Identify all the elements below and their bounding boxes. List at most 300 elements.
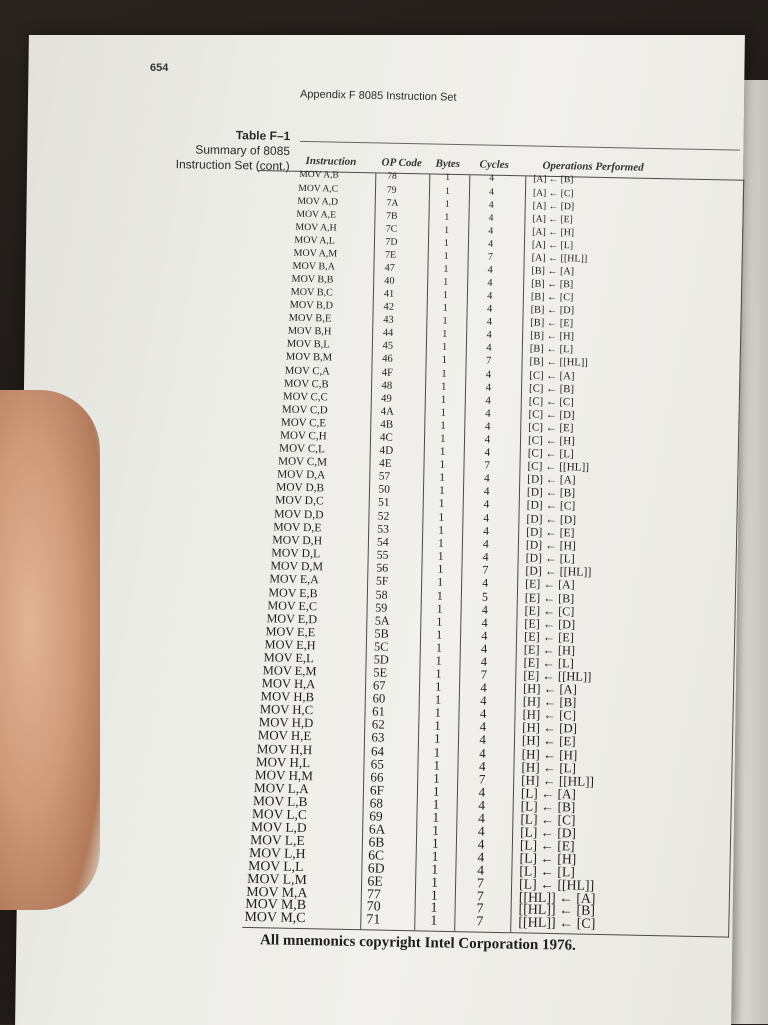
instruction-cell: MOV E,C bbox=[267, 598, 318, 614]
cycles-cell: 4 bbox=[488, 186, 494, 198]
operation-cell: [C] ← [H] bbox=[527, 434, 575, 448]
operation-cell: [L] ← [A] bbox=[520, 785, 577, 802]
cycles-cell: 4 bbox=[488, 238, 494, 250]
operation-cell: [L] ← [L] bbox=[519, 863, 576, 880]
bytes-cell: 1 bbox=[433, 731, 441, 746]
operation-cell: [B] ← [D] bbox=[530, 304, 575, 317]
operation-cell: [[HL]] ← [C] bbox=[518, 915, 596, 933]
opcode-cell: 41 bbox=[383, 288, 395, 300]
bytes-cell: 1 bbox=[430, 887, 438, 904]
opcode-cell: 7C bbox=[385, 223, 398, 235]
instruction-cell: MOV D,M bbox=[270, 558, 324, 574]
bytes-cell: 1 bbox=[432, 822, 440, 839]
bytes-cell: 1 bbox=[431, 835, 439, 852]
bytes-cell: 1 bbox=[433, 770, 440, 786]
instruction-cell: MOV E,L bbox=[263, 650, 314, 666]
opcode-cell: 6F bbox=[369, 782, 385, 798]
bytes-cell: 1 bbox=[438, 497, 445, 510]
operation-cell: [H] ← [D] bbox=[522, 720, 578, 736]
operation-cell: [L] ← [C] bbox=[520, 811, 576, 828]
bytes-cell: 1 bbox=[434, 705, 442, 720]
instruction-cell: MOV B,A bbox=[292, 260, 336, 273]
operation-cell: [H] ← [A] bbox=[522, 681, 578, 697]
opcode-cell: 57 bbox=[378, 470, 391, 483]
bytes-cell: 1 bbox=[437, 574, 444, 589]
bytes-cell: 1 bbox=[431, 861, 439, 878]
instruction-cell: MOV M,B bbox=[245, 897, 307, 914]
bytes-cell: 1 bbox=[438, 484, 445, 497]
cycles-cell: 4 bbox=[479, 706, 487, 721]
bytes-cell: 1 bbox=[431, 848, 439, 865]
bytes-cell: 1 bbox=[441, 341, 448, 353]
bytes-cell: 1 bbox=[442, 315, 448, 327]
cycles-cell: 4 bbox=[485, 368, 492, 381]
opcode-cell: 42 bbox=[383, 301, 395, 313]
operation-cell: [C] ← [L] bbox=[527, 447, 574, 461]
opcode-cell: 7A bbox=[386, 197, 399, 209]
cycles-cell: 7 bbox=[485, 355, 492, 367]
instruction-cell: MOV B,M bbox=[285, 351, 333, 364]
cycles-cell: 4 bbox=[479, 719, 487, 734]
bytes-cell: 1 bbox=[441, 354, 448, 366]
cycles-cell: 4 bbox=[477, 823, 485, 839]
instruction-cell: MOV B,C bbox=[290, 286, 334, 299]
operation-cell: [L] ← [D] bbox=[520, 824, 577, 841]
running-head: Appendix F 8085 Instruction Set bbox=[299, 88, 457, 104]
operation-cell: [L] ← [[HL]] bbox=[518, 876, 595, 894]
cycles-cell: 4 bbox=[483, 524, 490, 538]
operation-cell: [C] ← [A] bbox=[529, 369, 575, 383]
opcode-cell: 4C bbox=[379, 431, 394, 444]
bytes-cell: 1 bbox=[444, 224, 450, 236]
instruction-cell: MOV E,M bbox=[262, 663, 317, 679]
instruction-cell: MOV E,D bbox=[266, 611, 318, 627]
opcode-cell: 4A bbox=[380, 405, 395, 418]
bytes-cell: 1 bbox=[434, 718, 441, 733]
cycles-cell: 4 bbox=[486, 303, 493, 315]
bytes-cell: 1 bbox=[443, 250, 449, 262]
opcode-cell: 6A bbox=[368, 821, 386, 837]
opcode-cell: 69 bbox=[369, 808, 383, 824]
operation-cell: [D] ← [[HL]] bbox=[525, 563, 592, 579]
cycles-cell: 4 bbox=[482, 575, 489, 590]
bytes-cell: 1 bbox=[436, 588, 444, 603]
bytes-cell: 1 bbox=[440, 380, 447, 393]
instruction-cell: MOV D,A bbox=[277, 468, 326, 482]
opcode-cell: 43 bbox=[383, 314, 394, 326]
instruction-cell: MOV C,L bbox=[278, 442, 325, 456]
operation-cell: [E] ← [H] bbox=[523, 642, 576, 658]
opcode-cell: 58 bbox=[375, 587, 388, 602]
opcode-cell: 67 bbox=[372, 678, 386, 693]
instruction-cell: MOV B,D bbox=[289, 299, 334, 312]
opcode-cell: 5B bbox=[374, 626, 389, 641]
instruction-cell: MOV H,D bbox=[258, 715, 314, 731]
cycles-cell: 7 bbox=[484, 459, 490, 472]
table-caption-title: Table F–1 bbox=[235, 128, 291, 144]
instruction-cell: MOV H,A bbox=[261, 676, 316, 692]
instruction-cell: MOV A,D bbox=[297, 195, 339, 208]
bytes-cell: 1 bbox=[434, 692, 442, 707]
opcode-cell: 53 bbox=[377, 522, 390, 536]
cycles-cell: 4 bbox=[486, 342, 492, 354]
cycles-cell: 4 bbox=[485, 381, 492, 394]
cycles-cell: 4 bbox=[488, 212, 494, 224]
opcode-cell: 68 bbox=[369, 795, 384, 811]
bytes-cell: 1 bbox=[433, 757, 441, 773]
opcode-cell: 70 bbox=[366, 899, 381, 915]
column-divider bbox=[454, 175, 470, 931]
instruction-cell: MOV C,E bbox=[280, 416, 327, 430]
header-opcode: OP Code bbox=[381, 156, 422, 170]
operation-cell: [B] ← [H] bbox=[530, 330, 575, 343]
opcode-cell: 60 bbox=[372, 691, 386, 706]
instruction-cell: MOV H,B bbox=[260, 689, 315, 705]
operation-cell: [E] ← [E] bbox=[523, 629, 575, 645]
operation-cell: [E] ← [B] bbox=[524, 590, 575, 606]
cycles-cell: 4 bbox=[479, 732, 487, 747]
instruction-cell: MOV A,E bbox=[296, 208, 337, 221]
bytes-cell: 1 bbox=[442, 302, 448, 314]
opcode-cell: 5D bbox=[373, 652, 389, 667]
cycles-cell: 7 bbox=[478, 771, 486, 787]
opcode-cell: 50 bbox=[378, 483, 390, 496]
opcode-cell: 4F bbox=[381, 366, 394, 379]
operation-cell: [C] ← [B] bbox=[528, 382, 575, 396]
opcode-cell: 54 bbox=[376, 535, 389, 549]
cycles-cell: 7 bbox=[476, 901, 484, 917]
cycles-cell: 4 bbox=[481, 628, 488, 643]
operation-cell: [[HL]] ← [B] bbox=[518, 902, 596, 920]
cycles-cell: 4 bbox=[481, 615, 488, 630]
operation-cell: [E] ← [A] bbox=[525, 576, 575, 592]
bytes-cell: 1 bbox=[437, 536, 444, 550]
operation-cell: [C] ← [D] bbox=[528, 408, 575, 422]
instruction-cell: MOV D,H bbox=[272, 533, 323, 548]
bytes-cell: 1 bbox=[440, 406, 447, 419]
cycles-cell: 4 bbox=[488, 225, 494, 237]
opcode-cell: 59 bbox=[375, 600, 388, 615]
opcode-cell: 65 bbox=[370, 756, 384, 772]
bytes-cell: 1 bbox=[430, 900, 438, 917]
operation-cell: [H] ← [[HL]] bbox=[521, 772, 595, 790]
bytes-cell: 1 bbox=[430, 874, 439, 891]
bytes-cell: 1 bbox=[441, 367, 447, 380]
opcode-cell: 77 bbox=[366, 886, 382, 902]
instruction-cell: MOV A,B bbox=[299, 169, 339, 181]
cycles-cell: 4 bbox=[484, 420, 491, 433]
opcode-cell: 4E bbox=[379, 457, 392, 470]
opcode-cell: 62 bbox=[371, 717, 385, 732]
cycles-cell: 4 bbox=[478, 784, 486, 800]
operation-cell: [D] ← [D] bbox=[526, 512, 577, 527]
cycles-cell: 4 bbox=[480, 654, 488, 669]
operation-cell: [D] ← [A] bbox=[527, 473, 576, 487]
instruction-cell: MOV B,L bbox=[286, 338, 330, 351]
bytes-cell: 1 bbox=[440, 419, 446, 432]
cycles-cell: 4 bbox=[486, 316, 493, 328]
operation-cell: [H] ← [B] bbox=[522, 694, 577, 710]
cycles-cell: 4 bbox=[482, 537, 489, 551]
bytes-cell: 1 bbox=[432, 796, 440, 812]
operation-cell: [D] ← [E] bbox=[526, 525, 575, 540]
operation-cell: [D] ← [B] bbox=[526, 486, 576, 500]
bytes-cell: 1 bbox=[435, 640, 443, 655]
opcode-cell: 61 bbox=[372, 704, 386, 719]
operation-cell: [E] ← [C] bbox=[524, 603, 575, 619]
instruction-cell: MOV C,H bbox=[279, 429, 327, 443]
instruction-cell: MOV A,C bbox=[298, 182, 339, 195]
opcode-cell: 47 bbox=[384, 262, 395, 274]
bytes-cell: 1 bbox=[437, 561, 444, 576]
bytes-cell: 1 bbox=[432, 783, 440, 799]
column-divider bbox=[414, 174, 430, 930]
instruction-cell: MOV L,M bbox=[247, 871, 307, 888]
bytes-cell: 1 bbox=[442, 328, 448, 340]
opcode-cell: 56 bbox=[376, 560, 389, 575]
bytes-cell: 1 bbox=[435, 666, 442, 681]
cycles-cell: 4 bbox=[484, 446, 491, 459]
cycles-cell: 4 bbox=[481, 602, 488, 617]
opcode-cell: 6D bbox=[367, 860, 385, 876]
instruction-cell: MOV E,H bbox=[264, 637, 316, 653]
operation-cell: [A] ← [D] bbox=[532, 200, 575, 213]
opcode-cell: 78 bbox=[387, 171, 397, 182]
bytes-cell: 1 bbox=[438, 510, 445, 524]
bytes-cell: 1 bbox=[439, 445, 446, 458]
opcode-cell: 5C bbox=[373, 639, 389, 654]
operation-cell: [C] ← [E] bbox=[528, 421, 574, 435]
instruction-cell: MOV D,B bbox=[276, 481, 325, 495]
cycles-cell: 4 bbox=[483, 472, 490, 485]
opcode-cell: 66 bbox=[370, 769, 384, 785]
operation-cell: [D] ← [C] bbox=[526, 499, 576, 513]
bytes-cell: 1 bbox=[435, 627, 443, 642]
operation-cell: [H] ← [H] bbox=[521, 746, 578, 763]
header-operation: Operations Performed bbox=[542, 159, 644, 174]
opcode-cell: 52 bbox=[377, 509, 390, 523]
cycles-cell: 7 bbox=[480, 667, 488, 682]
instruction-cell: MOV L,C bbox=[251, 806, 308, 823]
opcode-cell: 6E bbox=[367, 873, 383, 889]
bytes-cell: 1 bbox=[432, 809, 440, 825]
instruction-cell: MOV H,C bbox=[259, 702, 314, 718]
operation-cell: [B] ← [B] bbox=[531, 278, 574, 291]
instruction-cell: MOV H,L bbox=[255, 754, 311, 771]
bytes-cell: 1 bbox=[433, 744, 441, 760]
instruction-cell: MOV L,H bbox=[249, 845, 306, 862]
opcode-cell: 5E bbox=[373, 665, 388, 680]
operation-cell: [L] ← [E] bbox=[519, 837, 575, 854]
cycles-cell: 4 bbox=[486, 329, 492, 341]
instruction-cell: MOV E,E bbox=[265, 624, 316, 640]
operation-cell: [D] ← [H] bbox=[525, 538, 577, 553]
instruction-cell: MOV D,C bbox=[275, 494, 324, 508]
cycles-cell: 7 bbox=[487, 251, 494, 263]
copyright-footer: All mnemonics copyright Intel Corporation 1976. bbox=[259, 932, 576, 954]
operation-cell: [E] ← [[HL]] bbox=[523, 668, 592, 684]
page-number: 654 bbox=[150, 62, 169, 74]
table-caption-line2: Instruction Set (cont.) bbox=[175, 157, 290, 174]
opcode-cell: 63 bbox=[371, 730, 385, 745]
operation-cell: [E] ← [D] bbox=[524, 616, 576, 632]
cycles-cell: 7 bbox=[476, 875, 485, 891]
instruction-cell: MOV A,L bbox=[294, 234, 336, 247]
cycles-cell: 7 bbox=[482, 562, 489, 577]
bytes-cell: 1 bbox=[445, 172, 451, 183]
opcode-cell: 46 bbox=[382, 353, 393, 365]
operation-cell: [H] ← [L] bbox=[521, 759, 577, 776]
table-caption-line1: Summary of 8085 bbox=[195, 142, 291, 159]
operation-cell: [B] ← [L] bbox=[529, 343, 574, 356]
cycles-cell: 4 bbox=[487, 277, 493, 289]
bytes-cell: 1 bbox=[443, 263, 449, 275]
operation-cell: [L] ← [H] bbox=[519, 850, 577, 867]
instruction-cell: MOV D,L bbox=[271, 545, 321, 561]
cycles-cell: 4 bbox=[487, 264, 493, 276]
instruction-cell: MOV E,B bbox=[268, 585, 318, 601]
operation-cell: [B] ← [C] bbox=[530, 291, 574, 304]
bytes-cell: 1 bbox=[437, 548, 444, 563]
opcode-cell: 49 bbox=[380, 392, 392, 405]
instruction-cell: MOV C,B bbox=[283, 377, 329, 391]
operation-cell: [C] ← [C] bbox=[528, 395, 574, 409]
operation-cell: [A] ← [B] bbox=[533, 174, 574, 186]
cycles-cell: 4 bbox=[487, 290, 493, 302]
table-grid bbox=[242, 170, 744, 938]
instruction-cell: MOV M,A bbox=[246, 884, 308, 901]
operation-cell: [H] ← [C] bbox=[522, 707, 577, 723]
cycles-cell: 4 bbox=[477, 862, 485, 878]
opcode-cell: 4D bbox=[379, 444, 394, 457]
cycles-cell: 4 bbox=[485, 407, 491, 420]
operation-cell: [A] ← [H] bbox=[532, 226, 575, 239]
instruction-table bbox=[242, 140, 750, 940]
cycles-cell: 4 bbox=[477, 849, 485, 865]
opcode-cell: 4B bbox=[380, 418, 394, 431]
instruction-cell: MOV D,E bbox=[273, 520, 322, 535]
opcode-cell: 7B bbox=[386, 210, 398, 222]
opcode-cell: 71 bbox=[366, 912, 381, 928]
cycles-cell: 4 bbox=[483, 498, 490, 511]
instruction-cell: MOV C,A bbox=[284, 364, 330, 378]
cycles-cell: 4 bbox=[478, 758, 486, 774]
bytes-cell: 1 bbox=[443, 237, 450, 249]
opcode-cell: 51 bbox=[377, 496, 390, 509]
operation-cell: [A] ← [[HL]] bbox=[531, 252, 588, 265]
opcode-cell: 48 bbox=[381, 379, 393, 392]
opcode-cell: 45 bbox=[382, 340, 394, 352]
cycles-cell: 4 bbox=[477, 836, 485, 852]
instruction-cell: MOV B,B bbox=[291, 273, 334, 286]
opcode-cell: 55 bbox=[376, 547, 389, 562]
instruction-cell: MOV E,A bbox=[269, 571, 319, 587]
cycles-cell: 4 bbox=[480, 680, 487, 695]
cycles-cell: 4 bbox=[484, 433, 491, 446]
cycles-cell: 7 bbox=[476, 914, 484, 930]
operation-cell: [A] ← [C] bbox=[532, 187, 574, 200]
opcode-cell: 6B bbox=[368, 834, 385, 850]
operation-cell: [[HL]] ← [A] bbox=[518, 889, 596, 907]
operation-cell: [A] ← [L] bbox=[531, 239, 574, 252]
instruction-cell: MOV L,L bbox=[248, 858, 304, 875]
opcode-cell: 5F bbox=[375, 573, 389, 588]
cycles-cell: 4 bbox=[485, 394, 491, 407]
opcode-cell: 44 bbox=[382, 327, 394, 339]
operation-cell: [B] ← [A] bbox=[531, 265, 575, 278]
cycles-cell: 4 bbox=[477, 810, 486, 826]
bytes-cell: 1 bbox=[439, 471, 446, 484]
instruction-cell: MOV L,E bbox=[250, 832, 305, 849]
opcode-cell: 7E bbox=[384, 249, 397, 261]
cycles-cell: 4 bbox=[483, 485, 490, 498]
cycles-cell: 4 bbox=[483, 511, 490, 525]
header-cycles: Cycles bbox=[479, 158, 509, 172]
operation-cell: [C] ← [[HL]] bbox=[527, 460, 590, 474]
bytes-cell: 1 bbox=[436, 601, 443, 616]
header-instruction: Instruction bbox=[305, 154, 357, 168]
instruction-cell: MOV C,C bbox=[282, 390, 328, 404]
bytes-cell: 1 bbox=[440, 393, 447, 406]
cycles-cell: 4 bbox=[479, 745, 486, 761]
cycles-cell: 5 bbox=[481, 589, 489, 604]
instruction-cell: MOV C,D bbox=[281, 403, 328, 417]
instruction-cell: MOV M,C bbox=[244, 910, 306, 927]
opcode-cell: 6C bbox=[368, 847, 385, 863]
instruction-cell: MOV H,H bbox=[256, 741, 313, 758]
bytes-cell: 1 bbox=[442, 289, 449, 301]
opcode-cell: 5A bbox=[374, 613, 390, 628]
holding-thumb bbox=[0, 390, 100, 910]
instruction-cell: MOV B,H bbox=[287, 325, 332, 338]
bytes-cell: 1 bbox=[439, 458, 446, 471]
instruction-cell: MOV A,H bbox=[295, 221, 337, 234]
bytes-cell: 1 bbox=[444, 185, 450, 197]
operation-cell: [D] ← [L] bbox=[525, 550, 575, 566]
bytes-cell: 1 bbox=[439, 432, 446, 445]
bytes-cell: 1 bbox=[430, 913, 438, 930]
header-bytes: Bytes bbox=[435, 157, 461, 171]
opcode-cell: 79 bbox=[386, 184, 397, 196]
instruction-cell: MOV H,E bbox=[257, 728, 312, 744]
bytes-cell: 1 bbox=[444, 198, 450, 210]
cycles-cell: 7 bbox=[476, 888, 484, 904]
instruction-cell: MOV L,D bbox=[250, 819, 307, 836]
instruction-cell: MOV D,D bbox=[274, 507, 324, 522]
instruction-cell: MOV H,M bbox=[254, 767, 314, 784]
instruction-cell: MOV A,M bbox=[293, 247, 338, 260]
instruction-cell: MOV L,B bbox=[252, 793, 308, 810]
opcode-cell: 64 bbox=[370, 743, 385, 759]
bytes-cell: 1 bbox=[444, 211, 450, 223]
operation-cell: [A] ← [E] bbox=[532, 213, 573, 226]
opcode-cell: 7D bbox=[385, 236, 398, 248]
bytes-cell: 1 bbox=[436, 614, 443, 629]
cycles-cell: 4 bbox=[482, 549, 489, 564]
operation-cell: [E] ← [L] bbox=[523, 655, 574, 671]
bytes-cell: 1 bbox=[434, 679, 442, 694]
instruction-cell: MOV L,A bbox=[253, 780, 309, 797]
cycles-cell: 4 bbox=[478, 797, 486, 813]
operation-cell: [H] ← [E] bbox=[521, 733, 576, 749]
instruction-cell: MOV B,E bbox=[288, 312, 332, 325]
operation-cell: [B] ← [[HL]] bbox=[529, 356, 588, 369]
cycles-cell: 4 bbox=[488, 199, 494, 211]
instruction-cell: MOV C,M bbox=[277, 455, 328, 469]
operation-cell: [L] ← [B] bbox=[520, 798, 576, 815]
opcode-cell: 40 bbox=[384, 275, 395, 287]
cycles-cell: 4 bbox=[489, 173, 495, 184]
